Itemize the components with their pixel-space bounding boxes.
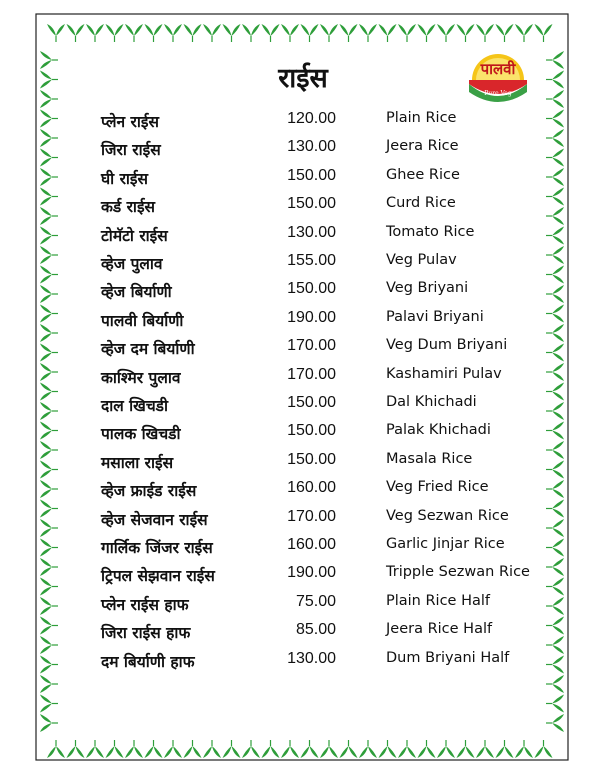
menu-item <box>0 593 606 621</box>
item-price: 150.00 <box>287 166 336 184</box>
item-name-marathi: टोमॅटो राईस <box>101 226 168 245</box>
item-name-english: Veg Fried Rice <box>386 479 489 496</box>
leaf-sprig <box>67 24 85 42</box>
item-name-english: Jeera Rice Half <box>386 621 493 638</box>
menu-item <box>0 280 606 308</box>
item-name-marathi: व्हेज फ्राईड राईस <box>101 482 197 501</box>
leaf-sprig <box>145 24 163 42</box>
item-name-english: Plain Rice <box>386 110 457 126</box>
leaf-sprig <box>476 740 494 758</box>
item-price: 120.00 <box>287 110 336 127</box>
item-price: 170.00 <box>287 507 336 525</box>
leaf-sprig <box>457 740 475 758</box>
leaf-sprig <box>47 740 65 758</box>
item-name-english: Kashamiri Pulav <box>386 365 502 382</box>
leaf-sprig <box>242 740 260 758</box>
item-name-marathi: प्लेन राईस <box>101 113 160 131</box>
leaf-sprig <box>546 675 564 693</box>
leaf-sprig <box>40 695 58 713</box>
leaf-sprig <box>86 740 104 758</box>
leaf-sprig <box>262 24 280 42</box>
leaf-sprig <box>359 24 377 42</box>
leaf-sprig <box>515 740 533 758</box>
item-price: 130.00 <box>287 138 336 156</box>
item-name-english: Tripple Sezwan Rice <box>386 564 530 581</box>
item-name-english: Tomato Rice <box>386 223 475 240</box>
leaf-sprig <box>301 24 319 42</box>
item-name-english: Palavi Briyani <box>386 308 484 325</box>
menu-item <box>0 138 606 166</box>
item-price: 190.00 <box>287 308 336 326</box>
menu-item <box>0 337 606 365</box>
leaf-sprig <box>242 24 260 42</box>
item-name-english: Palak Khichadi <box>386 422 491 439</box>
menu-item <box>0 536 606 564</box>
leaf-sprig <box>320 24 338 42</box>
menu-item <box>0 167 606 195</box>
item-name-marathi: मसाला राईस <box>101 453 174 472</box>
item-name-marathi: व्हेज बिर्याणी <box>101 283 172 302</box>
leaf-sprig <box>437 740 455 758</box>
leaf-sprig <box>546 695 564 713</box>
leaf-sprig <box>145 740 163 758</box>
leaf-sprig <box>496 740 514 758</box>
leaf-sprig <box>437 24 455 42</box>
leaf-sprig <box>262 740 280 758</box>
leaf-sprig <box>223 24 241 42</box>
item-name-marathi: व्हेज दम बिर्याणी <box>101 340 195 359</box>
logo-name: पालवी <box>480 60 516 78</box>
menu-item <box>0 650 606 678</box>
item-price: 190.00 <box>287 564 336 582</box>
menu-item <box>0 451 606 479</box>
item-price: 130.00 <box>287 223 336 241</box>
leaf-sprig <box>398 24 416 42</box>
leaf-sprig <box>546 714 564 732</box>
item-price: 85.00 <box>295 621 336 639</box>
leaf-sprig <box>203 24 221 42</box>
menu-item <box>0 621 606 649</box>
item-name-marathi: कर्ड राईस <box>101 198 156 217</box>
item-name-marathi: गार्लिक जिंजर राईस <box>101 539 213 557</box>
item-name-english: Curd Rice <box>386 195 456 212</box>
item-name-english: Dal Khichadi <box>386 394 477 410</box>
palavi-logo <box>466 50 530 102</box>
item-name-marathi: व्हेज पुलाव <box>101 255 163 273</box>
item-name-marathi: काश्मिर पुलाव <box>101 368 181 387</box>
item-name-english: Veg Sezwan Rice <box>386 507 509 524</box>
item-name-english: Jeera Rice <box>386 138 459 155</box>
leaf-sprig <box>515 24 533 42</box>
leaf-sprig <box>164 740 182 758</box>
item-price: 150.00 <box>287 280 336 298</box>
menu-item <box>0 422 606 450</box>
menu-item <box>0 564 606 592</box>
menu-item <box>0 479 606 507</box>
leaf-sprig <box>40 714 58 732</box>
leaf-sprig <box>281 740 299 758</box>
item-name-english: Plain Rice Half <box>386 592 491 609</box>
item-name-marathi: व्हेज सेजवान राईस <box>101 510 208 529</box>
item-price: 170.00 <box>287 365 336 383</box>
leaf-sprig <box>379 24 397 42</box>
leaf-sprig <box>476 24 494 42</box>
menu-item <box>0 394 606 422</box>
leaf-sprig <box>106 24 124 42</box>
item-price: 150.00 <box>287 394 336 411</box>
leaf-sprig <box>418 740 436 758</box>
item-name-english: Dum Briyani Half <box>386 649 510 666</box>
leaf-sprig <box>281 24 299 42</box>
item-price: 150.00 <box>287 195 336 213</box>
page-title: राईस <box>278 63 328 94</box>
item-name-marathi: जिरा राईस हाफ <box>101 624 191 643</box>
leaf-sprig <box>223 740 241 758</box>
leaf-sprig <box>418 24 436 42</box>
item-name-english: Masala Rice <box>386 450 473 467</box>
item-name-marathi: प्लेन राईस हाफ <box>101 595 189 614</box>
leaf-sprig <box>106 740 124 758</box>
item-name-english: Veg Briyani <box>386 280 469 297</box>
item-price: 160.00 <box>287 479 336 497</box>
item-name-english: Ghee Rice <box>386 166 460 183</box>
item-price: 75.00 <box>295 592 336 610</box>
item-price: 160.00 <box>287 536 336 553</box>
leaf-sprig <box>125 740 143 758</box>
leaf-sprig <box>301 740 319 758</box>
leaf-sprig <box>535 24 553 42</box>
item-name-marathi: दम बिर्याणी हाफ <box>101 652 195 671</box>
item-name-marathi: पालवी बिर्याणी <box>101 311 184 330</box>
leaf-sprig <box>203 740 221 758</box>
leaf-sprig <box>47 24 65 42</box>
item-name-marathi: ट्रिपल सेझवान राईस <box>101 567 215 586</box>
item-price: 150.00 <box>287 450 336 468</box>
leaf-sprig <box>40 675 58 693</box>
leaf-sprig <box>340 24 358 42</box>
menu-item <box>0 309 606 337</box>
item-price: 170.00 <box>287 337 336 355</box>
leaf-sprig <box>67 740 85 758</box>
item-name-marathi: जिरा राईस <box>101 141 161 160</box>
leaf-sprig <box>340 740 358 758</box>
leaf-sprig <box>184 24 202 42</box>
leaf-sprig <box>320 740 338 758</box>
leaf-sprig <box>496 24 514 42</box>
leaf-sprig <box>125 24 143 42</box>
leaf-sprig <box>457 24 475 42</box>
item-name-english: Garlic Jinjar Rice <box>386 536 505 552</box>
item-name-english: Veg Pulav <box>386 252 457 268</box>
menu-item <box>0 224 606 252</box>
item-name-marathi: पालक खिचडी <box>101 425 181 444</box>
item-price: 150.00 <box>287 422 336 440</box>
leaf-sprig <box>86 24 104 42</box>
menu-item <box>0 252 606 280</box>
item-price: 130.00 <box>287 649 336 667</box>
item-name-marathi: घी राईस <box>101 169 149 188</box>
item-price: 155.00 <box>287 252 336 269</box>
menu-item <box>0 508 606 536</box>
menu-item <box>0 195 606 223</box>
menu-item <box>0 110 606 138</box>
leaf-sprig <box>359 740 377 758</box>
leaf-sprig <box>379 740 397 758</box>
menu-item <box>0 366 606 394</box>
item-name-english: Veg Dum Briyani <box>386 337 508 354</box>
leaf-sprig <box>535 740 553 758</box>
leaf-sprig <box>398 740 416 758</box>
item-name-marathi: दाल खिचडी <box>101 397 168 415</box>
leaf-sprig <box>164 24 182 42</box>
logo-tagline: Pure Veg <box>484 90 512 97</box>
leaf-sprig <box>184 740 202 758</box>
